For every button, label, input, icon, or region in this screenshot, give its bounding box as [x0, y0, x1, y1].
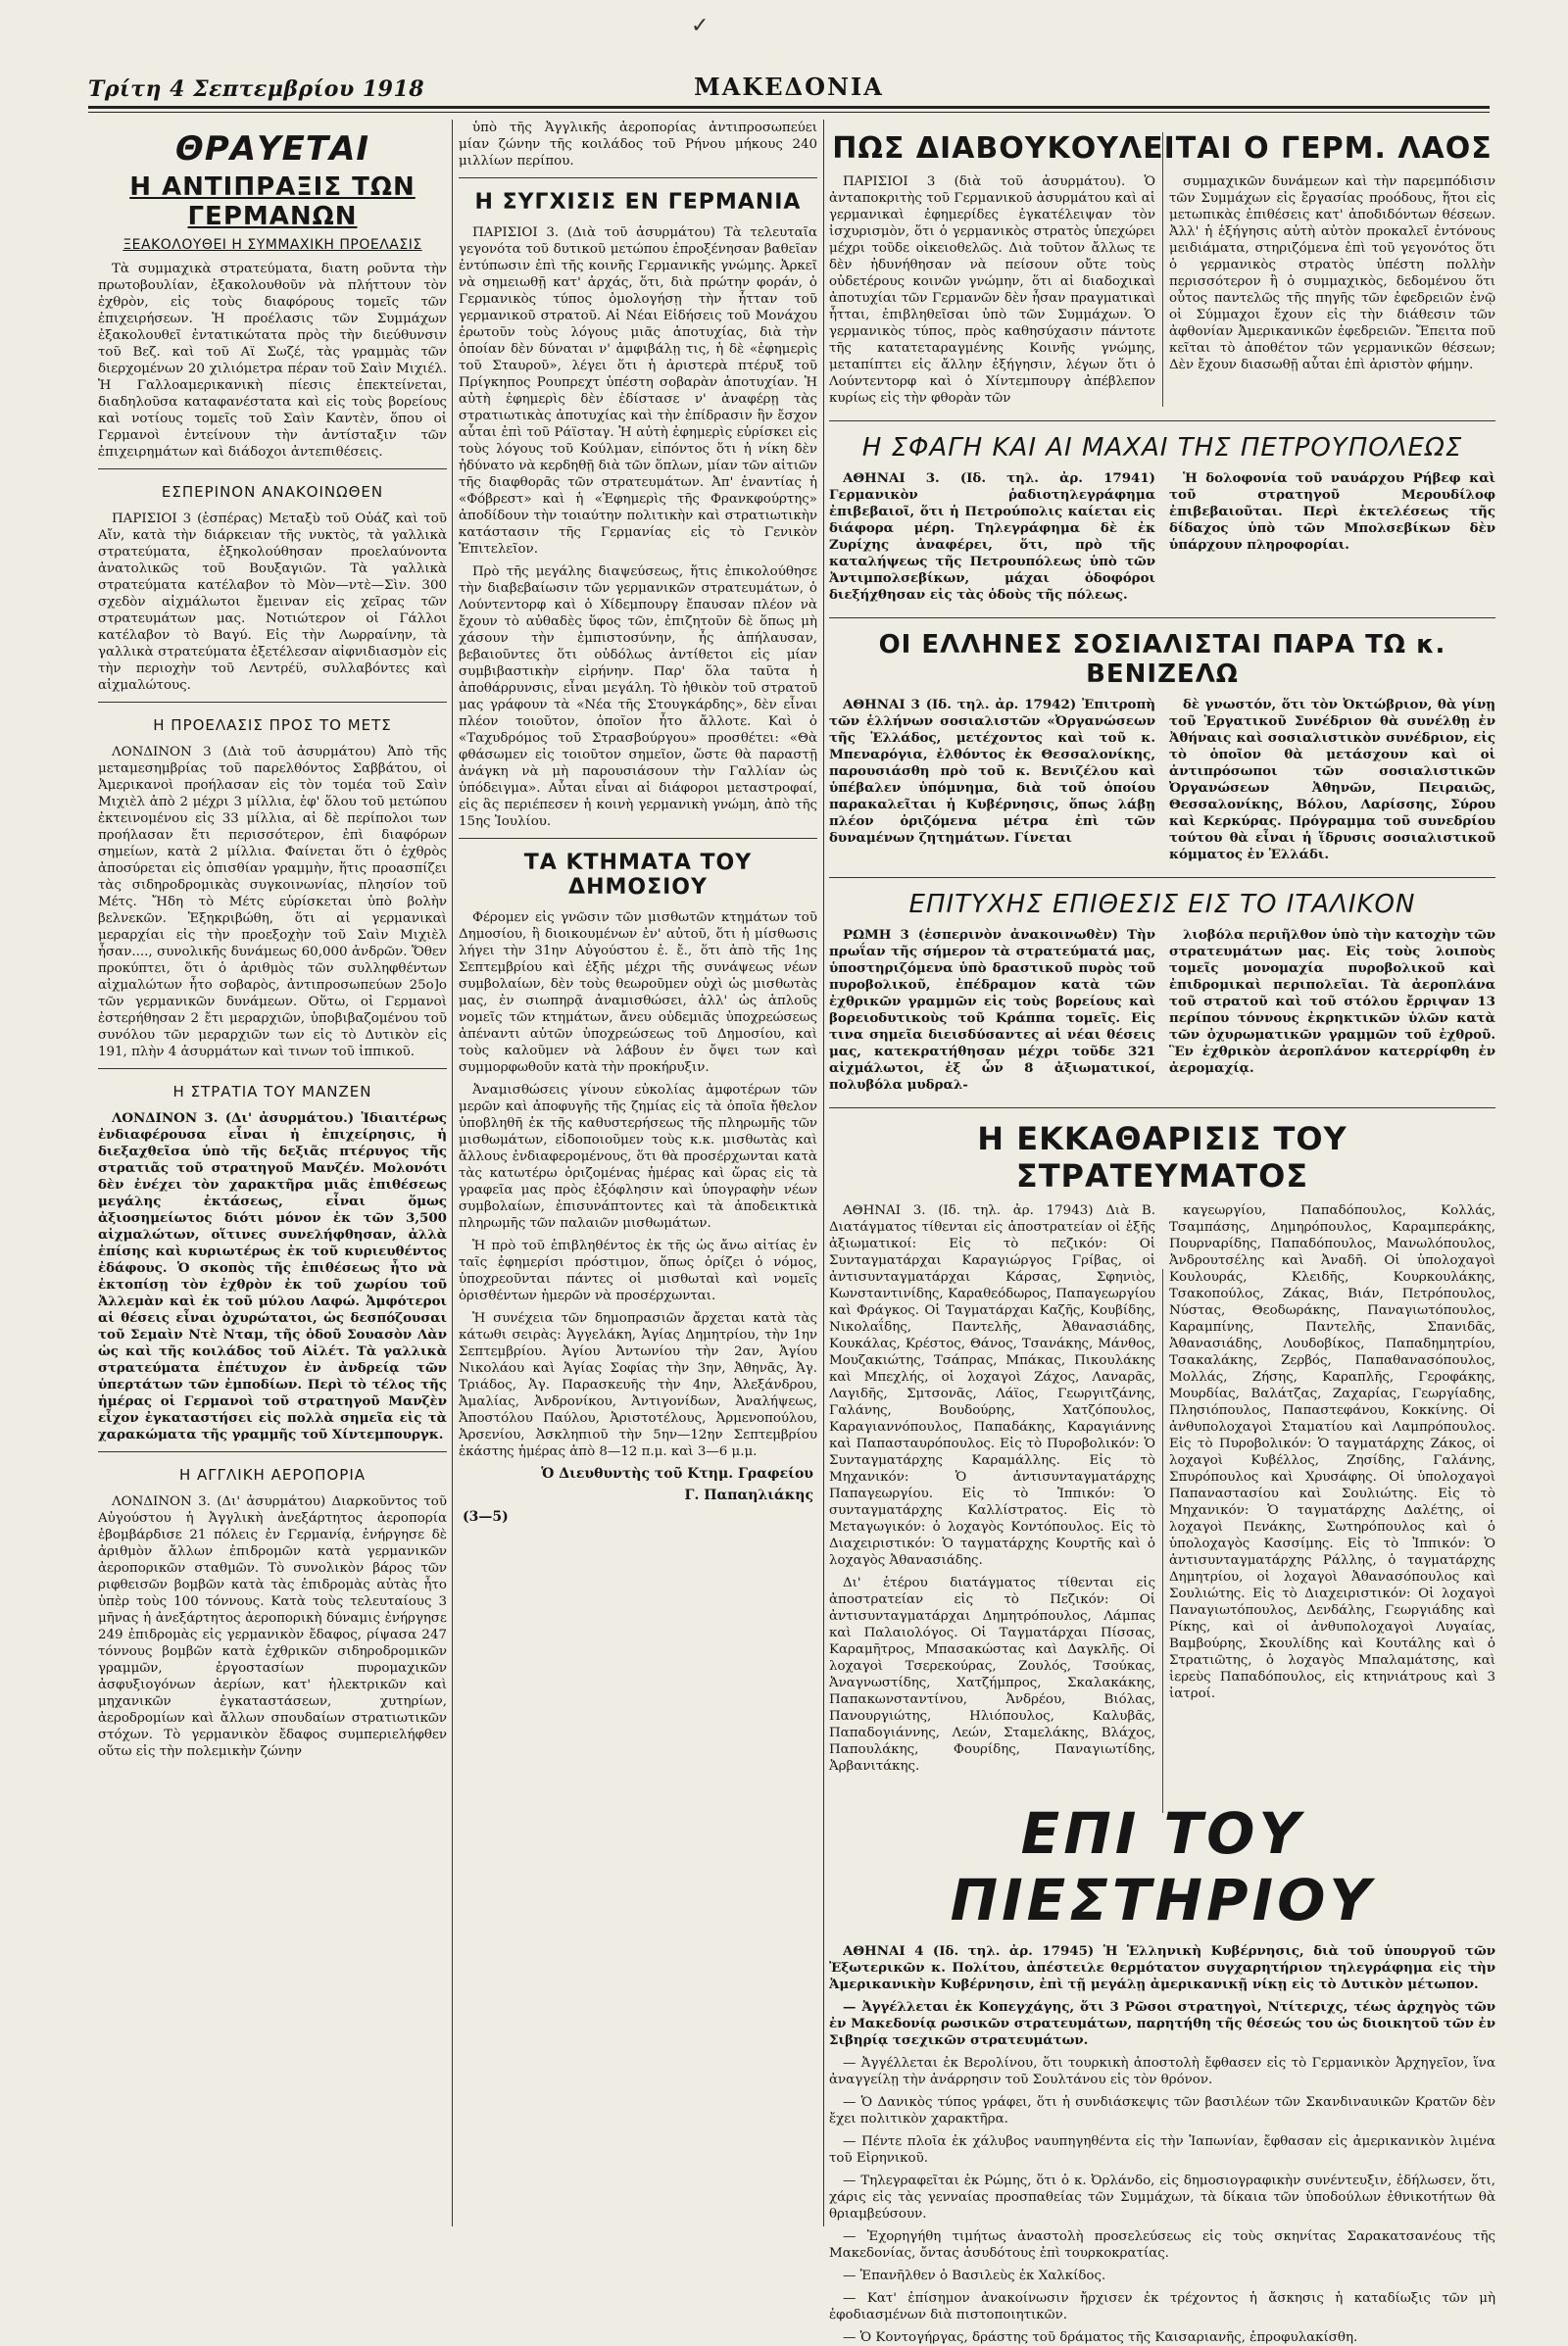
article-paragraph: ΛΟΝΔΙΝΟΝ 3. (Δι' ἀσυρμάτου.) Ἰδιαιτέρως ἐνδιαφέρουσα εἶναι ἡ ἐπιχείρησις, ἡ διεξαχθεῖσα ὑπὸ τῆς δεξιᾶς πτέρυγος τῆς στρατιᾶς τοῦ στρατηγοῦ Μανζέν. Μολονότι δὲν ἐνέχει τὸν χαρακτῆρα μιᾶς ἐπιθέσεως μεγάλης ἐκτάσεως, εἶναι ὅμως ἀξιοσημείωτος διότι μόνον ἐκ τῶν 3,500 αἰχμαλώτων, οἵτινες συνελήφθησαν, ἀλλὰ ἐπίσης καὶ κυριωτέρως ἐκ τοῦ κυριευθέντος ἐδάφους. Ὁ σκοπὸς τῆς ἐπιθέσεως ἦτο νὰ ἐκτοπίσῃ τὸν ἐχθρὸν ἐκ τοῦ χωρίου τοῦ Ἀλλεμὰν καὶ ἐκ τοῦ μύλου Λαφώ. Ἀμφότεροι αἱ θέσεις εἶναι ὀχυρώτατοι, ὡς δεσπόζουσαι τοῦ Σεμαὶν Ντὲ Νταμ, τῆς ὁδοῦ Σουασὸν Λὰν ὡς καὶ τῆς κοιλάδος τοῦ Αἰλέτ. Τὰ γαλλικὰ στρατεύματα ἐπέτυχον ἐν ἀνδρείᾳ τῶν ὑπερτάτων τῶν ἐμποδίων. Περὶ τὸ τέλος τῆς ἡμέρας οἱ Γερμανοὶ τοῦ στρατηγοῦ Μανζὲν εἶχον ἐγκαταστήσει εἰς πολλὰ σημεῖα εἰς τὰ χαρακώματα τῆς γραμμῆς τοῦ Χίντεμπουργκ.	[98, 1110, 447, 1442]
issue-date: Τρίτη 4 Σεπτεμβρίου 1918	[88, 76, 425, 102]
signature-title: Ὁ Διευθυντὴς τοῦ Κτημ. Γραφείου	[541, 1466, 813, 1482]
divider	[98, 468, 447, 469]
article-paragraph: ΠΑΡΙΣΙΟΙ 3 (ἑσπέρας) Μεταξὺ τοῦ Οὐάζ καὶ τοῦ Αἴν, κατὰ τὴν διάρκειαν τῆς νυκτὸς, τὰ γαλλικὰ στρατεύματα, ἐξηκολούθησαν προελαύνοντα ἀνατολικῶς τοῦ Βουξαγιῶν. Τὰ γαλλικὰ στρατεύματα κατέλαβον τὸ Μὸν—ντὲ—Σὶν. 300 σχεδὸν αἰχμάλωτοι ἔμειναν εἰς χεῖρας τῶν στρατευμάτων μας. Νοτιώτερον οἱ Γάλλοι κατέλαβον τὸ Βαγύ. Εἰς τὴν Λωρραίνην, τὰ γαλλικὰ στρατεύματα ἐξετέλεσαν αἰφνιδιασμὸν εἰς τὴν περιοχὴν τοῦ Λεντρέϋ, συλλαβόντες καὶ αἰχμαλώτους.	[98, 512, 447, 693]
article-paragraph: Πρὸ τῆς μεγάλης διαψεύσεως, ἥτις ἐπικολούθησε τὴν διαβεβαίωσιν τῶν γερμανικῶν στρατευμάτων, ὁ Λούντεντορφ καὶ ὁ Χίδεμπουργ ἔπαυσαν πλέον νὰ ἔχουν τὸ αὐθαδὲς ὕφος τῶν, ἐπιζητοῦν δὲ ὅπως μὴ χάσουν τὴν ἐμπιστοσύνην, ἧς ἀπήλαυσαν, βεβαιοῦντες ὅτι οὐδόλως ἀντίθετοι εἰς μίαν συμβιβαστικὴν εἰρήνην. Παρ' ὅλα ταῦτα ἡ ἀποθάρρυνσις, εἶναι μεγάλη. Τὸ ἠθικὸν τοῦ στρατοῦ μας γράφουν τὰ «Νέα τῆς Στουγκάρδης», δὲν εἶναι πλέον τοιοῦτον, ὁποῖον ἦτο ἄλλοτε. Καὶ ὁ «Ταχυδρόμος τοῦ Στρασβούργου» προσθέτει: «Θὰ φθάσωμεν εἰς τοιοῦτον σημεῖον, ὥστε θὰ παραστῇ ἀνάγκη νὰ μὴ παρουσιάσουν τὴν Γαλλίαν ὡς ὑπόδειγμα». Αὗται εἶναι αἱ διάφοροι μεταστροφαί, εἰς ἃς περιέπεσεν ἡ κοινὴ γερμανικὴ γνώμη, ἀπὸ τῆς 15ης Ἰουλίου.	[459, 564, 817, 829]
article-two-col	[829, 470, 1495, 610]
article-paragraph: λιοβόλα περιῆλθον ὑπὸ τὴν κατοχὴν τῶν στρατευμάτων μας. Εἰς τοὺς λοιποὺς τομεῖς μονομαχία πυροβολικοῦ καὶ ἐπιδρομικαὶ περιπολεῖαι. Τὰ ἀεροπλάνα τοῦ στρατοῦ καὶ τοῦ στόλου ἔρριψαν 13 περίπου τόννους ἐκρηκτικῶν ὑλῶν κατὰ τῶν ὀχυρωματικῶν γραμμῶν τοῦ ἐχθροῦ. Ἓν ἐχθρικὸν ἀεροπλάνον κατερρίφθη ἐν ἀερομαχίᾳ.	[1169, 927, 1495, 1076]
article-paragraph: Φέρομεν εἰς γνῶσιν τῶν μισθωτῶν κτημάτων τοῦ Δημοσίου, ἢ διοικουμένων ἐν' αὐτοῦ, ὅτι ἡ μίσθωσις λήγει τὴν 31ην Αὐγούστου ἐ. ἔ., ὅτι ἀπὸ τῆς 1ης Σεπτεμβρίου καὶ ἑξῆς μέχρι τῆς συνάψεως νέων συμβολαίων, δὲν τοὺς θεωροῦμεν οὐχὶ ὡς μισθωτὰς μας, ἐν σιωπηρᾷ ἀναμισθώσει, ἀλλ' ὡς ἁπλοῦς νομεῖς τῶν κτημάτων, ἄνευ οὐδεμιᾶς ὑποχρεώσεως ἀπέναντι αὐτῶν ὑποχρεώσεως τοῦ Δημοσίου, καὶ τοὺς καλοῦμεν νὰ λάβουν ἐν ὄψει των καὶ συμμορφωθοῦν κατὰ τὴν προκήρυξιν.	[459, 910, 817, 1075]
divider	[829, 617, 1495, 618]
news-item: — Ἀγγέλλεται ἐκ Βερολίνου, ὅτι τουρκικὴ ἀποστολὴ ἔφθασεν εἰς τὸ Γερμανικὸν Ἀρχηγεῖον, ἵνα ἀναγγείλῃ τὴν ἀνάρρησιν τοῦ Σουλτάνου εἰς τὸν θρόνον.	[829, 2056, 1495, 2087]
section-heading: ΕΠΙ ΤΟΥ ΠΙΕΣΤΗΡΙΟΥ	[950, 1800, 1375, 1933]
article-continuation: ὑπὸ τῆς Ἀγγλικῆς ἀεροπορίας ἀντιπροσωπεύει μίαν ζώνην τῆς κοιλάδος τοῦ Ρήνου μήκους 240 μιλλίων περίπου.	[459, 121, 817, 169]
section-heading: ΟΙ ΕΛΛΗΝΕΣ ΣΟΣΙΑΛΙΣΤΑΙ ΠΑΡΑ ΤΩ κ. ΒΕΝΙΖΕΛΩ	[878, 630, 1446, 689]
newspaper-name: ΜΑΚΕΔΟΝΙΑ	[694, 73, 884, 101]
divider	[459, 177, 817, 178]
news-item: ΑΘΗΝΑΙ 4 (Ιδ. τηλ. ἀρ. 17945) Ἡ Ἑλληνικὴ Κυβέρνησις, διὰ τοῦ ὑπουργοῦ τῶν Ἐξωτερικῶν κ. Πολίτου, ἀπέστειλε θερμότατον συγχαρητήριον τηλεγράφημα εἰς τὴν Ἀμερικανικὴν Κυβέρνησιν, ἐπὶ τῇ μεγάλῃ ἀμερικανικῇ νίκῃ εἰς τὸ Δυτικὸν μέτωπον.	[829, 1943, 1495, 1992]
section-heading: Η ΠΡΟΕΛΑΣΙΣ ΠΡΟΣ ΤΟ ΜΕΤΣ	[153, 716, 392, 734]
news-item: — Ἀγγέλλεται ἐκ Κοπεγχάγης, ὅτι 3 Ρῶσοι στρατηγοὶ, Ντίτεριχς, τέως ἀρχηγὸς τῶν ἐν Μακεδονίᾳ ρωσικῶν στρατευμάτων, παρητήθη τῆς θέσεώς του ὡς διοικητοῦ τῶν ἐν Σιβηρίᾳ τσεχικῶν στρατευμάτων.	[829, 1999, 1495, 2048]
masthead	[88, 69, 1490, 104]
page-mark-icon: ✓	[691, 14, 710, 38]
masthead-rule	[88, 106, 1490, 109]
article-two-col	[829, 173, 1495, 413]
section-heading: ΠΩΣ ΔΙΑΒΟΥΚΟΥΛΕΙΤΑΙ Ο ΓΕΡΜ. ΛΑΟΣ	[832, 131, 1493, 166]
divider	[829, 1107, 1495, 1108]
divider	[98, 1451, 447, 1452]
article-paragraph: ΛΟΝΔΙΝΟΝ 3. (Δι' ἀσυρμάτου) Διαρκοῦντος τοῦ Αὐγούστου ἡ Ἀγγλικὴ ἀνεξάρτητος ἀεροπορία ἐβομβάρδισε 21 πόλεις ἐν Γερμανίᾳ, ἐνήργησε δὲ ἀριθμὸν ἄλλων ἐπιδρομῶν κατὰ γερμανικῶν ἀεροπορικῶν σταθμῶν. Τὸ συνολικὸν βάρος τῶν ριφθεισῶν βομβῶν κατὰ τὰς ἐπιδρομὰς αὐτὰς ἦτο ὑπὲρ τοὺς 100 τόννους. Κατὰ τοὺς τελευταίους 3 μῆνας ἡ ἀνεξάρτητος ἀεροπορικὴ δύναμις ἐνήργησε 249 ἐπιδρομὰς εἰς γερμανικὸν ἔδαφος, ρίψασα 247 τόννους βομβῶν κατὰ ἐχθρικῶν σιδηροδρομικῶν γραμμῶν, ἐργοστασίων πυρομαχικῶν ἀσφυξιογόνων ἀερίων, κατ' ἠλεκτρικῶν καὶ μηχανικῶν ἐγκαταστάσεων, χυτηρίων, ἀεροδρομίων καὶ ἄλλων σπουδαίων στρατιωτικῶν στόχων. Τὸ γερμανικὸν ἔδαφος συμπεριελήφθεν οὕτω εἰς τὴν πολεμικὴν ζώνην	[98, 1494, 447, 1759]
notice-ref: (3—5)	[463, 1509, 509, 1525]
signature-name: Γ. Παπαηλιάκης	[684, 1488, 813, 1503]
article-paragraph: ΡΩΜΗ 3 (ἑσπερινὸν ἀνακοινωθὲν) Τὴν πρωΐαν τῆς σήμερον τὰ στρατεύματά μας, ὑποστηριζόμενα ὑπὸ δραστικοῦ πυρὸς τοῦ πυροβολικοῦ, ἐπέδραμον κατὰ τῶν ἐχθρικῶν γραμμῶν εἰς τοὺς βορείους καὶ βορειοδυτικοὺς τοῦ Κράππα τομεῖς. Εἰς τινα σημεῖα διεισδύσαντες αἱ νέαι θέσεις μας, κατεκρατήθησαν μέχρι τοῦδε 321 αἰχμάλωτοι, ἐξ ὧν 8 ἀξιωματικοί, πολυβόλα μυδραλ-	[829, 927, 1155, 1093]
article-paragraph: καγεωργίου, Παπαδόπουλος, Κολλάς, Τσαμπάσης, Δημηρόπουλος, Καραμπεράκης, Πουρναρίδης, Παπαδόπουλος, Μανωλόπουλος, Ἀνδρουτσέλης καὶ Ἀναδῆ. Οἱ ὑπολοχαγοὶ Κουλουράς, Κλειδῆς, Κουρκουλάκης, Τσακοπούλος, Ζάκας, Βιάν, Πετρόπουλος, Νύστας, Θεοδωράκης, Παναγιωτόπουλος, Καραμπίνης, Παντελῆς, Σπανιδᾶς, Ἀθανασιάδης, Λουδοβίκος, Παπαδημητρίου, Τσακαλάκης, Ζερβός, Παπαθανασόπουλος, Μολλάς, Ζήσης, Καραπλῆς, Γεροφάκης, Μουρδίας, Βαλάτζας, Ζαχαρίας, Γεωργίαδης, Πλησιόπουλος, Παπαστεφάνου, Κοκκίνης. Οἱ ἀνθυπολοχαγοὶ Σταματίου καὶ Λαμπρόπουλος. Εἰς τὸ Πυροβολικόν: Ὁ ταγματάρχης Ζάκος, οἱ λοχαγοὶ Κυβέλλος, Ζησίδης, Γαλάνης, Σπυρόπουλος καὶ Χρυσάφης. Οἱ ὑπολοχαγοὶ Παπαναστασίου καὶ Σουλιώτης. Εἰς τὸ Μηχανικόν: Ὁ ταγματάρχης Δαλέτης, οἱ λοχαγοὶ Πενάκης, Σωτηρόπουλος καὶ ὁ ὑπολοχαγὸς Κασσίμης. Εἰς τὸ Ἱππικόν: Ὁ ἀντισυνταγματάρχης Ράλλης, ὁ ταγματάρχης Δημητρίου, οἱ λοχαγοὶ Ἀθανασόπουλος καὶ Σουλιώτης. Εἰς τὸ Διαχειριστικόν: Οἱ λοχαγοὶ Παναγιωτόπουλος, Δενδάλης, Γεωργιάδης καὶ Ρίκης, καὶ οἱ ἀνθυπολοχαγοὶ Λυγαίας, Βαμβούρης, Σκουλίδης καὶ Κουτάλης καὶ ὁ Στρατιῶτης, ὁ λοχαγὸς Μπαλαμάτσης, καὶ ἱερεὺς Παπαδόπουλος, εἰς κτηνιάτρους καὶ 3 ἰατροί.	[1169, 1203, 1495, 1701]
news-item: — Τηλεγραφεῖται ἐκ Ρώμης, ὅτι ὁ κ. Ὀρλάνδο, εἰς δημοσιογραφικὴν συνέντευξιν, ἐδήλωσεν, ὅτι, χάρις εἰς τὰς γενναίας προσπαθείας τῶν Συμμάχων, τὰ δίκαια τῶν ὑποδούλων ἐθνικοτήτων θὰ θριαμβεύσουν.	[829, 2174, 1495, 2222]
article-paragraph: δὲ γνωστόν, ὅτι τὸν Ὀκτώβριον, θὰ γίνῃ τοῦ Ἐργατικοῦ Συνέδριον θὰ συνέλθῃ ἐν Ἀθήναις καὶ σοσιαλιστικὸν συνέδριον, εἰς τὸ ὁποῖον θὰ μετάσχουν καὶ οἱ ἀντιπρόσωποι τῶν σοσιαλιστικῶν Ὀργανώσεων Ἀθηνῶν, Πειραιῶς, Θεσσαλονίκης, Βόλου, Λαρίσσης, Σύρου καὶ Κερκύρας. Πρόγραμμα τοῦ συνεδρίου τούτου θὰ εἶναι ἡ ἵδρυσις σοσιαλιστικοῦ κόμματος ἐν Ἑλλάδι.	[1169, 697, 1495, 862]
section-heading: Η ΕΚΚΑΘΑΡΙΣΙΣ ΤΟΥ ΣΤΡΑΤΕΥΜΑΤΟΣ	[977, 1120, 1348, 1195]
article-paragraph: συμμαχικῶν δυνάμεων καὶ τὴν παρεμπόδισιν τῶν Συμμάχων εἰς ἔργασίας προόδους, ἥτοι εἰς μετωπικὰς ἐπιθέσεις κατ' ἀποδιδόντων θέσεων. Ἀλλ' ἡ ἐξήγησις αὐτὴ αὐτὸν προκαλεῖ ἐντόνους μειδιάματα, στηριζόμενα ἐπὶ τοῦ γεγονότος ὅτι ὁ γερμανικὸς στρατὸς ὑπέστη πολλὴν περισσότερον ἢ ὁ συμμαχικὸς, δεδομένου ὅτι οὗτος παντελῶς τῆς πηγῆς τῶν ἐφεδρειῶν ἐνῷ οἱ Σύμμαχοι ἔχουν εἰς τὴν διάθεσιν τῶν ἀφθονίαν Ἀμερικανικῶν ἐφεδρειῶν. Ἔπειτα ποῦ κεῖται τὸ ἀποθέτον τῶν γερμανικῶν θέσεων; Δὲν ἔχουν διασωθῇ αὗται ἐπὶ ἀριστὸν φήμην.	[1169, 174, 1495, 372]
article-two-col	[829, 927, 1495, 1100]
divider	[98, 1068, 447, 1069]
article-paragraph: ΑΘΗΝΑΙ 3. (Ιδ. τηλ. ἀρ. 17941) Γερμανικὸν ῥαδιοτηλεγράφημα ἐπιβεβαιοῖ, ὅτι ἡ Πετρούπολις καίεται εἰς διάφορα μέρη. Τηλεγράφημα δὲ ἐκ Ζυρίχης ἀναφέρει, ὅτι, πρὸ τῆς καταλήψεως τῆς Πετρουπόλεως ὑπὸ τῶν Ἀντιμπολσεβίκων, μάχαι ὁδοφόροι διεξήχθησαν εἰς τὰς ὁδοὺς τῆς πόλεως.	[829, 470, 1155, 603]
news-item: — Ἐπανῆλθεν ὁ Βασιλεὺς ἐκ Χαλκίδος.	[843, 2269, 1106, 2283]
column-1	[98, 120, 447, 2226]
article-two-col	[829, 697, 1495, 869]
article-two-col	[829, 1202, 1495, 1781]
divider	[459, 838, 817, 839]
divider	[829, 877, 1495, 878]
column-divider	[823, 120, 824, 2226]
article-paragraph: Ἡ πρὸ τοῦ ἐπιβληθέντος ἐκ τῆς ὡς ἄνω αἰτίας ἐν ταῖς ἐφημερίσι πρόστιμον, ὅπως ὁρίζει ὁ νόμος, ὑποχρεοῦνται πάντες οἱ μισθωταὶ καὶ νομεῖς ὁρισθέντων ἡμερῶν νὰ προσέρχωνται.	[459, 1239, 817, 1303]
article-paragraph: Ἡ συνέχεια τῶν δημοπρασιῶν ἄρχεται κατὰ τὰς κάτωθι σειρὰς: Ἀγγελάκη, Ἁγίας Δημητρίου, τὴν 1ην Σεπτεμβρίου. Ἀγίου Ἀντωνίου τὴν 2αν, Ἀγίου Νικολάου καὶ Ἁγίας Σοφίας τὴν 3ην, Ἀθηνᾶς, Ἀγ. Τριάδος, Ἀγ. Παρασκευῆς τὴν 4ην, Ἀλεξάνδρου, Ἀμαλίας, Ἀνδρονίκου, Ἀντιγονίδων, Ἀναλήψεως, Ἀποστόλου Παύλου, Ἀριστοτέλους, Ἀρμενοπούλου, Ἀρσενίου, Ἀσκληπιοῦ τὴν 5ην—12ην Σεπτεμβρίου ἑκάστης ἡμέρας ἀπὸ 8—12 π.μ. καὶ 3—6 μ.μ.	[459, 1311, 817, 1459]
article-paragraph: Τὰ συμμαχικὰ στρατεύματα, διατη ροῦντα τὴν πρωτοβουλίαν, ἐξακολουθοῦν νὰ πλήττουν τὸν ἐχθρὸν, εἰς τοὺς διαφόρους τομεῖς τῶν ἐπιχειρήσεων. Ἡ προέλασις τῶν Συμμάχων ἐξακολουθεῖ ἐντατικώτατα πρὸς τὴν διεύθυνσιν τοῦ Βεζ. καὶ τοῦ Αϊ Σωζέ, τὰς γραμμὰς τῶν διερχομένων 20 χιλιόμετρα πέραν τοῦ Σαὶν Μιχιέλ. Ἡ Γαλλοαμερικανικὴ πίεσις ἐπεκτείνεται, διαδηλοῦσα καταφανέστατα καὶ εἰς τοὺς βορείους καὶ νοτίους τομεῖς τοῦ Σαὶν Καντὲν, ὅπου οἱ Γερμανοὶ ἐντείνουν τὴν ἀντίσταξιν τῶν ἐπιχειρημάτων καὶ διάδοχοι ἀντεπιθέσεις.	[98, 262, 447, 460]
section-heading: ΕΠΙΤΥΧΗΣ ΕΠΙΘΕΣΙΣ ΕΙΣ ΤΟ ΙΤΑΛΙΚΟΝ	[908, 890, 1416, 919]
news-item: — Πέντε πλοῖα ἐκ χάλυβος ναυπηγηθέντα εἰς τὴν Ἰαπωνίαν, ἔφθασαν εἰς ἀμερικανικὸν λιμένα τοῦ Εἰρηνικοῦ.	[829, 2134, 1495, 2166]
section-heading: Η ΣΤΡΑΤΙΑ ΤΟΥ ΜΑΝΖΕΝ	[172, 1083, 372, 1100]
masthead-rule-thin	[88, 112, 1490, 113]
article-paragraph: ΑΘΗΝΑΙ 3 (Ιδ. τηλ. ἀρ. 17942) Ἐπιτροπὴ τῶν ἑλλήνων σοσιαλιστῶν «Ὀργανώσεων τῆς Ἑλλάδος, μετέχοντος καὶ τοῦ κ. Μπεναρόγια, ἐλθόντος ἐκ Θεσσαλονίκης, παρουσιάσθη πρὸ τοῦ κ. Βενιζέλου καὶ ὑπέβαλεν ὑπόμνημα, διὰ τοῦ ὁποίου παρακαλεῖται ἡ Κυβέρνησις, ὅπως λάβῃ πλέον ὁριζόμενα μέτρα ἐπὶ τῶν δυναμένων ζητημάτων. Γίνεται	[829, 697, 1155, 846]
article-paragraph: Δι' ἑτέρου διατάγματος τίθενται εἰς ἀποστρατείαν εἰς τὸ Πεζικόν: Οἱ ἀντισυνταγματάρχαι Δημητρόπουλος, Λάμπας καὶ Παλαιολόγος. Οἱ Ταγματάρχαι Πίσσας, Καραμῆτρος, Μπασακώστας καὶ Δαγκλῆς. Οἱ λοχαγοὶ Τσερεκούρας, Ζουλός, Τσούκας, Ἀναγνωστίδης, Χατζήμπρος, Σκαλακάκης, Παπακωνσταντίνου, Ἀνδρέου, Βιόλας, Πανουργιώτης, Ηλιόπουλος, Καλυβᾶς, Παπαδογιάννης, Λεών, Σταμελάκης, Βλάχος, Παπουλάκης, Φουρίδης, Παναγιωτίδης, Ἀρβανιτάκης.	[829, 1576, 1155, 1774]
divider	[829, 420, 1495, 421]
news-item: — Ἐχορηγήθη τιμήτως ἀναστολὴ προσελεύσεως εἰς τοὺς σκηνίτας Σαρακατσανέους τῆς Μακεδονίας, ὄντας ἀσυδότους ἐπὶ τουρκοκρατίας.	[829, 2229, 1495, 2261]
column-2	[459, 120, 817, 2226]
subheading: ΞΕΑΚΟΛΟΥΘΕΙ Η ΣΥΜΜΑΧΙΚΗ ΠΡΟΕΛΑΣΙΣ	[122, 237, 422, 253]
section-heading: Η ΣΦΑΓΗ ΚΑΙ ΑΙ ΜΑΧΑΙ ΤΗΣ ΠΕΤΡΟΥΠΟΛΕΩΣ	[861, 433, 1463, 463]
news-item: — Ὁ Δανικὸς τύπος γράφει, ὅτι ἡ συνδιάσκεψις τῶν βασιλέων τῶν Σκανδιναυικῶν Κρατῶν δὲν ἔχει πολιτικὸν χαρακτῆρα.	[829, 2095, 1495, 2126]
article-paragraph: Ἡ δολοφονία τοῦ ναυάρχου Ρήβεφ καὶ τοῦ στρατηγοῦ Μερουδίλοφ ἐπιβεβαιοῦται. Περὶ ἐκτελέσεως τῆς δίδαχος ὑπὸ τῶν Μπολσεβίκων δὲν ὑπάρχουν πληροφορίαι.	[1169, 470, 1495, 553]
section-heading: Η ΣΥΓΧΙΣΙΣ ΕΝ ΓΕΡΜΑΝΙΑ	[474, 190, 802, 215]
headline-sub: Η ΑΝΤΙΠΡΑΞΙΣ ΤΩΝ ΓΕΡΜΑΝΩΝ	[129, 172, 416, 231]
section-heading: ΤΑ ΚΤΗΜΑΤΑ ΤΟΥ ΔΗΜΟΣΙΟΥ	[523, 851, 753, 900]
news-item: — Κατ' ἐπίσημον ἀνακοίνωσιν ἤρχισεν ἐκ τρέχοντος ἡ ἄσκησις ἡ καταδίωξις τῶν μὴ ἐφοδιασμένων διὰ πιστοποιητικῶν.	[829, 2291, 1495, 2322]
article-paragraph: ΛΟΝΔΙΝΟΝ 3 (Διὰ τοῦ ἀσυρμάτου) Ἀπὸ τῆς μεταμεσημβρίας τοῦ παρελθόντος Σαββάτου, οἱ Ἀμερικανοὶ προήλασαν εἰς τὸν τομέα τοῦ Σαὶν Μιχιὲλ ἀπὸ 2 μέχρι 3 μίλλια, ἐφ' ὅλου τοῦ μετώπου ἐκτεινομένου εἰς 33 μίλλια, αἱ δὲ περίπολοι των προήλασαν ἔτι περισσότερον, ἐπὶ διαφόρων σημείων, κατὰ 2 μίλλια. Φαίνεται ὅτι ὁ ἐχθρὸς ἀποσύρεται εἰς ὀπισθίαν γραμμὴν, ἥτις προασπίζει τὰς σιδηροδρομικὰς συγκοινωνίας, πλησίον τοῦ Μέτς. Ἤδη τὸ Μέτς εὑρίσκεται ὑπὸ βολὴν βελνεκῶν. Ἐξηκριβώθη, ὅτι αἱ γερμανικαὶ μεραρχίαι εἰς τὴν προεξοχὴν τοῦ Σαὶν Μιχιὲλ ἦσαν...., συνολικῆς δυνάμεως 60,000 ἀνδρῶν. Ὅθεν προκύπτει, ὅτι ὁ ἀριθμὸς τῶν συλληφθέντων αἰχμαλώτων ἦτο σοβαρὸς, ἀντιπροσωπεύων 25ο]ο τῶν γερμανικῶν δυνάμεων. Οὕτω, οἱ Γερμανοὶ ἐστερήθησαν 2 ἔτι μεραρχιῶν, ὑποβιβαζομένου τοῦ συνόλου τῶν μεραρχιῶν των εἰς τὸ Δυτικὸν εἰς 191, πλὴν 4 ἀσυρμάτων καὶ τινων τοῦ ἱππικοῦ.	[98, 745, 447, 1059]
article-paragraph: ΑΘΗΝΑΙ 3. (Ιδ. τηλ. ἀρ. 17943) Διὰ Β. Διατάγματος τίθενται εἰς ἀποστρατείαν οἱ ἑξῆς ἀξιωματικοί: Εἰς τὸ πεζικόν: Οἱ Συνταγματάρχαι Καραγιώργος Γρίβας, οἱ ἀντισυνταγματάρχαι Κάρσας, Σφηνιὸς, Κωνσταντινίδης, Καραθεόδωρος, Παπαγεωργίου καὶ Φράγκος. Οἱ Ταγματάρχαι Καζῆς, Κουβίδης, Νικολαΐδης, Παντελῆς, Ἀθανασιάδης, Κουκάλας, Κρέστος, Θάνος, Τσανάκης, Μάνθος, Μουζακιώτης, Τσάπρας, Μπάκας, Πικουλάκης καὶ Μπεχλής, οἱ λοχαγοὶ Ζάχος, Λαναρᾶς, Λαγιδῆς, Σμτσονᾶς, Λάϊος, Γεωργιτζάνης, Γαλάνης, Βουδούρης, Χατζόπουλος, Καραγιαννόπουλος, Παπαδάκης, Καραγιάννης καὶ Παπασταυρόπουλος. Εἰς τὸ Πυροβολικόν: Ὁ Συνταγματάρχης Καραμάλλης. Εἰς τὸ Μηχανικόν: Ὁ ἀντισυνταγματάρχης Παπαγεωργίου. Εἰς τὸ Ἱππικόν: Ὁ συνταγματάρχης Καλλίστρατος. Εἰς τὸ Μεταγωγικόν: ὁ λοχαγὸς Κοντόπουλος. Εἰς τὸ Διαχειριστικόν: Ὁ ταγματάρχης Κουρτῆς καὶ ὁ λοχαγὸς Ἀθανασιάδης.	[829, 1203, 1155, 1568]
column-3	[829, 120, 1495, 2345]
news-item: — Ὁ Κοντογήργας, δράστης τοῦ δράματος τῆς Καισαριανῆς, ἐπροφυλακίσθη.	[843, 2330, 1358, 2345]
article-paragraph: Ἀναμισθώσεις γίνουν εὐκολίας ἀμφοτέρων τῶν μερῶν καὶ ἀποφυγῆς τῆς ζημίας εἰς τὰ ὁποῖα ἤθελον ὑποβληθῆ ἐκ τῆς καθυστερήσεως τῆς πληρωμῆς τῶν μισθωμάτων, εἰδοποιοῦμεν τοὺς κ.κ. μισθωτὰς καὶ ἄλλους ἐνδιαφερομένους, ὅτι θὰ προσέρχωνται κατὰ τὰς κατωτέρω ὁριζομένας ἡμέρας καὶ ὥρας εἰς τὰ γραφεῖα μας πρὸς ἐξόφλησιν καὶ ὑπογραφὴν νέων συμβολαίων, ἐπισυνάπτοντες καὶ τὰ ἀποδεικτικὰ πληρωμῆς τῶν παλαιῶν μισθωμάτων.	[459, 1083, 817, 1231]
article-paragraph: ΠΑΡΙΣΙΟΙ 3. (Διὰ τοῦ ἀσυρμάτου) Τὰ τελευταῖα γεγονότα τοῦ δυτικοῦ μετώπου ἐπροξένησαν βαθεῖαν ἐντύπωσιν ἐπὶ τῆς κοινῆς Γερμανικῆς γνώμης. Ἀρκεῖ νὰ σημειωθῇ κατ' ἀρχάς, ὅτι, διὰ πρώτην φοράν, ὁ Γερμανικὸς τύπος ὁμολογήσῃ τὴν ἧτταν τοῦ γερμανικοῦ στρατοῦ. Αἱ Νέαι Εἰδήσεις τοῦ Μονάχου ἐρωτοῦν τοὺς λόγους μιᾶς ἀποτυχίας, διὰ τὴν ὁποίαν δὲν δύναται ν' ἀμφιβάλῃ τις, ἡ δὲ «ἐφημερὶς τοῦ Σταυροῦ», λέγει ὅτι ἡ ἀριστερὰ πτέρυξ τοῦ Πρίγκηπος Ρουπρεχτ ὑπέστη σοβαρὰν ἀποτυχίαν. Ἡ αὐτὴ ἐφημερὶς δὲν ἐδίστασε ν' ἀναφέρῃ τὰς στρατιωτικὰς ἀποτυχίας καὶ τὴν ἐπίδρασιν ἣν ἔσχον αὗται ἐπὶ τοῦ Ράϊσταγ. Ἡ αὐτὴ ἐφημερὶς εὑρίσκει εἰς τοὺς λόγους τοῦ Κούλμαν, εἰπόντος ὅτι ἡ νίκη δὲν ἠδύνατο νὰ κερδηθῇ διὰ τῶν ὅπλων, μίαν τῶν αἰτιῶν τῆς διαφθορᾶς τῶν στρατευμάτων. Ἀπ' ἐναντίας ἡ «Φόβρεστ» καὶ ἡ «Ἐφημερὶς τῆς Φρανκφούρτης» ἀποδίδουν τὴν τοιαύτην πολιτικὴν καὶ στρατιωτικὴν κατάστασιν τῆς Γερμανίας εἰς τὸ Γενικὸν Ἐπιτελεῖον.	[459, 225, 817, 557]
section-heading: ΕΣΠΕΡΙΝΟΝ ΑΝΑΚΟΙΝΩΘΕΝ	[161, 483, 384, 501]
divider	[98, 702, 447, 703]
section-heading: Η ΑΓΓΛΙΚΗ ΑΕΡΟΠΟΡΙΑ	[179, 1466, 366, 1484]
headline: ΘΡΑΥΕΤΑΙ	[174, 129, 370, 169]
article-paragraph: ΠΑΡΙΣΙΟΙ 3 (διὰ τοῦ ἀσυρμάτου). Ὁ ἀνταποκριτὴς τοῦ Γερμανικοῦ ἀσυρμάτου καὶ αἱ γερμανικαὶ ἐφημερίδες ἐγκατέλειψαν τὸν ἰσχυρισμὸν, ὅτι ὁ γερμανικὸς στρατὸς ὑπεχώρει μέχρι τοῦδε οἰκειοθελῶς. Διὰ τοῦτον ἄλλως τε δὲν ἠδυνήθησαν νὰ πείσουν οὔτε τοὺς οὐδετέρους κοινῶν γνώμην, ὅτι αἱ διαδοχικαὶ ἀποτυχίαι τῶν Γερμανῶν δὲν ἦσαν πραγματικαὶ ἧτται, ἐπιβληθεῖσαι ὑπὸ τῶν Συμμάχων. Ὁ γερμανικὸς τύπος, πρὸς καθησύχασιν πάντοτε τῆς κατατεταραγμένης Κοινῆς γνώμης, μεταπίπτει εἰς ἄλλην ἐξήγησιν, λέγων ὅτι ὁ Λούντεντορφ καὶ ὁ Χίντεμπουργ ἀπέβλεπον κυρίως εἰς τὴν φθορὰν τῶν	[829, 174, 1155, 406]
column-divider	[452, 120, 453, 2226]
